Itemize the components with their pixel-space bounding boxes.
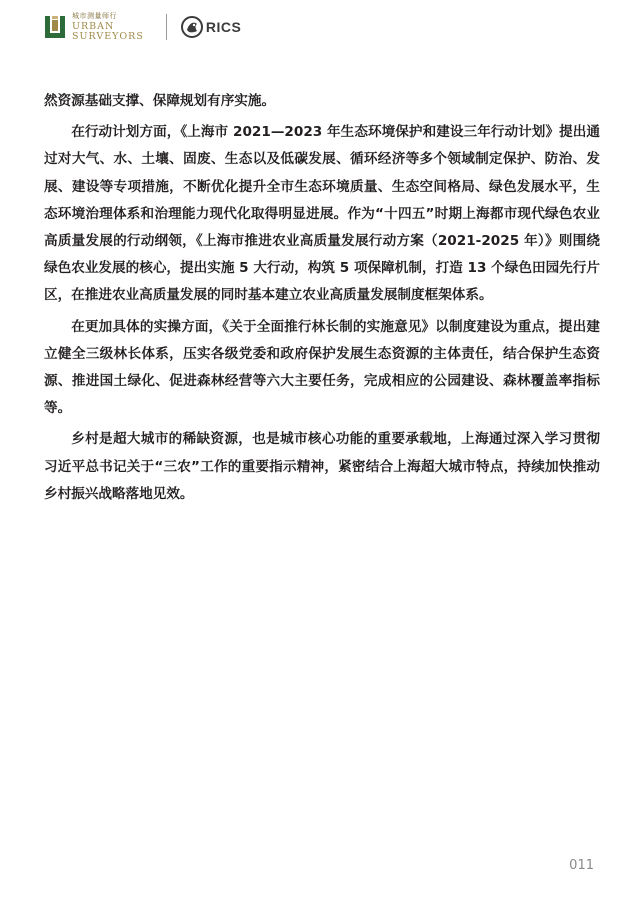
paragraph-forest-chief: 在更加具体的实操方面，《关于全面推行林长制的实施意见》以制度建设为重点，提出建立健全三级林长体系，压实各级党委和政府保护发展生态资源的主体责任，结合保护生态资源、推进国土绿化、促进森林经营等六大主要任务，完成相应的公园建设、森林覆盖率指标等。 (44, 318, 600, 417)
body-text (44, 88, 600, 512)
paragraph-continuation: 然资源基础支撑、保障规划有序实施。 (44, 93, 276, 109)
paragraph-rural-revitalization: 乡村是超大城市的稀缺资源，也是城市核心功能的重要承载地，上海通过深入学习贯彻习近平总书记关于“三农”工作的重要指示精神，紧密结合上海超大城市特点，持续加快推动乡村振兴战略落地见效。 (44, 431, 600, 502)
header-divider (166, 14, 167, 40)
paragraph-action-plan: 在行动计划方面，《上海市 2021—2023 年生态环境保护和建设三年行动计划》提出通过对大气、水、土壤、固废、生态以及低碳发展、循环经济等多个领域制定保护、防治、发展、建设等专项措施，不断优化提升全市生态环境质量、生态空间格局、绿色发展水平，生态环境治理体系和治理能力现代化取得明显进展。作为“十四五”时期上海都市现代绿色农业高质量发展的行动纲领，《上海市推进农业高质量发展行动方案（2021-2025 年）》则围绕绿色农业发展的核心，提出实施 5 大行动，构筑 5 项保障机制，打造 13 个绿色田园先行片区，在推进农业高质量发展的同时基本建立农业高质量发展制度框架体系。 (44, 124, 600, 304)
logo-en-line2: SURVEYORS (72, 31, 144, 42)
page-header (44, 12, 241, 42)
urban-surveyors-logo (44, 13, 144, 42)
urban-surveyors-wordmark (72, 13, 144, 42)
rics-logo (181, 15, 241, 39)
urban-surveyors-mark-icon (44, 14, 66, 40)
rics-wordmark: RICS (205, 19, 242, 35)
lion-icon (181, 15, 203, 39)
page-number: 011 (569, 858, 594, 873)
logo-en-line1: URBAN (72, 20, 115, 32)
logo-cn-text: 城市测量师行 (72, 11, 117, 20)
